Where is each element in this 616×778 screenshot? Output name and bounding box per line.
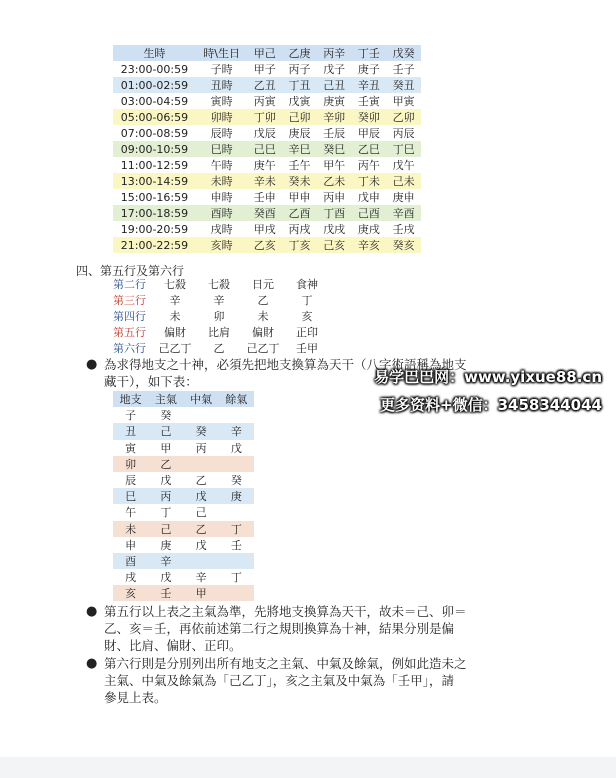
stem-cell: 壬	[160, 587, 172, 601]
text-line: 藏干），如下表：	[104, 374, 198, 389]
table-row	[113, 569, 254, 585]
stem-branch-cell: 乙巳	[357, 143, 380, 156]
stem-cell: 乙	[160, 457, 172, 471]
stem-cell	[219, 407, 254, 423]
stem-cell: 辛	[230, 425, 242, 439]
stem-cell: 戊	[230, 441, 242, 455]
stem-branch-cell: 丁酉	[323, 207, 346, 220]
time-range-cell: 13:00-14:59	[120, 174, 189, 188]
time-range-cell: 17:00-18:59	[120, 206, 189, 220]
row-cell: 比肩	[208, 326, 230, 339]
table-header-row	[113, 391, 254, 407]
stem-branch-cell: 乙酉	[288, 207, 311, 220]
stem-branch-cell: 壬辰	[323, 127, 346, 140]
header-cell: 時\生日	[203, 47, 240, 60]
stem-branch-cell: 己丑	[323, 79, 346, 92]
time-range-cell: 23:00-00:59	[120, 62, 189, 76]
table-row	[113, 173, 421, 189]
stem-cell: 辰	[125, 474, 137, 488]
stem-cell: 未	[125, 522, 137, 536]
row-cell: 七殺	[208, 278, 230, 291]
row-cell: 七殺	[164, 278, 186, 291]
stem-cell: 午	[125, 506, 137, 520]
row-cell: 偏財	[252, 326, 274, 339]
stem-branch-cell: 甲寅	[392, 95, 415, 108]
stem-branch-cell: 戊申	[357, 191, 380, 204]
stem-branch-cell: 辛亥	[357, 239, 380, 252]
stem-branch-cell: 甲申	[288, 191, 311, 204]
stem-cell: 申	[125, 538, 137, 552]
table-row	[113, 141, 421, 157]
stem-branch-cell: 甲戌	[253, 223, 276, 236]
table-row	[113, 189, 421, 205]
stem-branch-cell: 辛卯	[323, 111, 346, 124]
header-cell: 乙庚	[288, 47, 311, 60]
table-row	[113, 93, 421, 109]
table-row	[113, 440, 254, 456]
row-label: 第三行	[113, 294, 146, 307]
branch-cell: 丑時	[210, 79, 233, 92]
watermark-contact: 更多资料+微信：3458344044	[380, 396, 602, 414]
stem-cell: 子	[125, 409, 137, 423]
row-label: 第四行	[113, 310, 146, 323]
stem-branch-cell: 庚戌	[357, 223, 380, 236]
stem-cell: 戊	[160, 571, 172, 585]
table-row	[113, 585, 254, 601]
row-cell: 己乙丁	[246, 342, 280, 355]
stem-branch-cell: 己酉	[357, 207, 380, 220]
stem-branch-cell: 乙未	[323, 175, 346, 188]
stem-cell: 辛	[160, 554, 172, 568]
stem-branch-cell: 壬申	[253, 191, 276, 204]
stem-branch-cell: 辛巳	[288, 143, 311, 156]
branch-cell: 巳時	[210, 143, 233, 156]
branch-cell: 申時	[210, 191, 233, 204]
stem-branch-cell: 乙卯	[392, 111, 415, 124]
stem-cell: 己	[160, 425, 172, 439]
stem-cell: 戌	[125, 571, 137, 585]
stem-branch-cell: 己巳	[253, 143, 276, 156]
text-line: 乙、亥＝壬，再依前述第二行之規則換算為十神，結果分別是偏	[104, 621, 455, 636]
bullet-dot: ●	[86, 604, 98, 619]
stem-branch-cell: 庚申	[392, 191, 415, 204]
stem-branch-cell: 癸卯	[357, 111, 380, 124]
row-label: 第六行	[113, 342, 146, 355]
stem-branch-cell: 丙戌	[288, 223, 311, 236]
stem-branch-cell: 庚寅	[323, 95, 346, 108]
stem-cell: 丙	[160, 490, 172, 504]
stem-branch-cell: 癸酉	[253, 207, 276, 220]
stem-branch-cell: 癸未	[288, 175, 311, 188]
table-row	[113, 205, 421, 221]
text-line: 第五行以上表之主氣為準，先將地支換算為天干，故未＝己、卯＝	[104, 604, 467, 619]
header-cell: 餘氣	[225, 393, 248, 407]
stem-branch-cell: 戊子	[323, 63, 346, 76]
stem-branch-cell: 壬子	[392, 63, 415, 76]
row-cell: 乙	[257, 294, 269, 307]
stem-cell: 戊	[195, 538, 207, 552]
table-row	[113, 521, 254, 537]
stem-cell: 寅	[125, 441, 137, 455]
table-row	[113, 456, 254, 472]
stem-cell	[184, 456, 219, 472]
table-row	[113, 61, 421, 77]
table-row	[113, 77, 421, 93]
row-cell: 日元	[252, 278, 274, 291]
stem-branch-cell: 丁巳	[392, 143, 415, 156]
stem-cell: 酉	[125, 554, 137, 568]
branch-cell: 辰時	[210, 127, 233, 140]
header-cell: 中氣	[190, 393, 213, 407]
branch-cell: 卯時	[210, 111, 233, 124]
stem-branch-cell: 庚子	[357, 63, 380, 76]
hidden-stems-table	[113, 391, 254, 601]
stem-cell: 卯	[125, 457, 137, 471]
pillar-rows-table	[113, 276, 329, 356]
watermark-website: 易学巴巴网：www.yixue88.cn	[374, 368, 602, 386]
pillar-row	[113, 308, 329, 324]
stem-branch-cell: 辛未	[253, 175, 276, 188]
stem-cell: 丑	[125, 425, 137, 439]
pillar-row	[113, 340, 329, 356]
row-cell: 正印	[296, 326, 318, 339]
stem-cell	[184, 553, 219, 569]
bullet-paragraph-2	[104, 603, 554, 654]
stem-cell: 壬	[230, 538, 242, 552]
stem-cell: 丁	[230, 522, 242, 536]
stem-branch-cell: 乙亥	[253, 239, 276, 252]
header-cell: 地支	[119, 393, 142, 407]
stem-branch-cell: 辛酉	[392, 207, 415, 220]
stem-cell: 乙	[195, 474, 207, 488]
stem-branch-cell: 丙子	[288, 63, 311, 76]
stem-cell: 戊	[195, 490, 207, 504]
bullet-dot: ●	[86, 357, 98, 372]
stem-cell: 癸	[230, 474, 242, 488]
stem-cell: 甲	[195, 587, 207, 601]
stem-cell: 丁	[160, 506, 172, 520]
stem-cell	[184, 407, 219, 423]
stem-branch-cell: 癸亥	[392, 239, 415, 252]
time-range-cell: 01:00-02:59	[120, 78, 189, 92]
stem-branch-cell: 癸丑	[392, 79, 415, 92]
stem-branch-cell: 丁丑	[288, 79, 311, 92]
time-range-cell: 21:00-22:59	[120, 238, 189, 252]
stem-branch-cell: 壬寅	[357, 95, 380, 108]
bottom-bar	[0, 757, 616, 778]
text-line: 為求得地支之十神，必須先把地支換算為天干（八字術語稱為地支	[104, 357, 467, 372]
stem-cell: 戊	[160, 474, 172, 488]
row-cell: 偏財	[164, 326, 186, 339]
stem-cell: 庚	[230, 490, 242, 504]
time-range-cell: 15:00-16:59	[120, 190, 189, 204]
table-row	[113, 423, 254, 439]
table-row	[113, 488, 254, 504]
stem-cell: 甲	[160, 441, 172, 455]
stem-branch-cell: 己卯	[288, 111, 311, 124]
stem-cell: 癸	[195, 425, 207, 439]
row-cell: 卯	[213, 310, 225, 323]
branch-cell: 戌時	[210, 223, 233, 236]
branch-cell: 亥時	[210, 239, 233, 252]
row-cell: 乙	[213, 342, 225, 355]
table-row	[113, 109, 421, 125]
stem-branch-cell: 辛丑	[357, 79, 380, 92]
bullet-dot: ●	[86, 656, 98, 671]
row-cell: 亥	[301, 310, 313, 323]
stem-branch-cell: 甲辰	[357, 127, 380, 140]
pillar-row	[113, 292, 329, 308]
pillar-row	[113, 276, 329, 292]
bullet-paragraph-3	[104, 655, 554, 706]
stem-branch-cell: 甲午	[323, 159, 346, 172]
header-cell: 丙辛	[323, 47, 346, 60]
row-cell: 未	[169, 310, 181, 323]
time-range-cell: 19:00-20:59	[120, 222, 189, 236]
stem-cell: 巳	[125, 490, 137, 504]
stem-branch-cell: 戊戌	[323, 223, 346, 236]
branch-cell: 未時	[210, 175, 233, 188]
stem-branch-cell: 戊寅	[288, 95, 311, 108]
stem-branch-cell: 戊辰	[253, 127, 276, 140]
time-range-cell: 05:00-06:59	[120, 110, 189, 124]
stem-branch-cell: 丙申	[323, 191, 346, 204]
table-row	[113, 504, 254, 520]
row-cell: 辛	[213, 294, 225, 307]
stem-cell: 庚	[160, 538, 172, 552]
row-cell: 己乙丁	[158, 342, 192, 355]
time-range-cell: 03:00-04:59	[120, 94, 189, 108]
stem-cell: 亥	[125, 587, 137, 601]
stem-cell: 丙	[195, 441, 207, 455]
table-row	[113, 157, 421, 173]
stem-branch-cell: 丁卯	[253, 111, 276, 124]
stem-cell: 辛	[195, 571, 207, 585]
branch-cell: 酉時	[210, 207, 233, 220]
header-cell: 戊癸	[392, 47, 415, 60]
stem-cell	[219, 553, 254, 569]
table-row	[113, 472, 254, 488]
stem-branch-cell: 乙丑	[253, 79, 276, 92]
stem-branch-cell: 甲子	[253, 63, 276, 76]
text-line: 主氣、中氣及餘氣為「己乙丁」，亥之主氣及中氣為「壬甲」，請	[104, 673, 455, 688]
row-cell: 丁	[301, 294, 313, 307]
header-cell: 主氣	[154, 393, 177, 407]
text-line: 參見上表。	[104, 690, 167, 705]
stem-branch-cell: 丙寅	[253, 95, 276, 108]
row-label: 第二行	[113, 278, 146, 291]
row-cell: 食神	[296, 278, 318, 291]
stem-cell: 己	[160, 522, 172, 536]
header-cell: 甲己	[253, 47, 276, 60]
pillar-row	[113, 324, 329, 340]
section-heading: 四、第五行及第六行	[76, 264, 185, 278]
stem-branch-cell: 丙午	[357, 159, 380, 172]
row-label: 第五行	[113, 326, 146, 339]
stem-branch-cell: 丁未	[357, 175, 380, 188]
stem-branch-cell: 己亥	[323, 239, 346, 252]
stem-cell: 丁	[230, 571, 242, 585]
header-cell: 丁壬	[357, 47, 380, 60]
stem-branch-cell: 庚辰	[288, 127, 311, 140]
row-cell: 辛	[169, 294, 181, 307]
stem-branch-cell: 戊午	[392, 159, 415, 172]
time-range-cell: 07:00-08:59	[120, 126, 189, 140]
table-row	[113, 553, 254, 569]
stem-branch-cell: 癸巳	[323, 143, 346, 156]
time-range-cell: 11:00-12:59	[120, 158, 189, 172]
stem-cell: 乙	[195, 522, 207, 536]
table-row	[113, 237, 421, 253]
row-cell: 未	[257, 310, 269, 323]
stem-branch-cell: 己未	[392, 175, 415, 188]
time-range-cell: 09:00-10:59	[120, 142, 189, 156]
stem-cell	[219, 585, 254, 601]
table-header-row	[113, 45, 421, 61]
branch-cell: 子時	[210, 63, 233, 76]
branch-cell: 寅時	[210, 95, 233, 108]
table-row	[113, 125, 421, 141]
stem-branch-cell: 丁亥	[288, 239, 311, 252]
table-row	[113, 221, 421, 237]
stem-branch-cell: 丙辰	[392, 127, 415, 140]
branch-cell: 午時	[210, 159, 233, 172]
stem-cell	[219, 456, 254, 472]
stem-branch-cell: 庚午	[253, 159, 276, 172]
stem-branch-cell: 壬午	[288, 159, 311, 172]
text-line: 第六行則是分別列出所有地支之主氣、中氣及餘氣，例如此造未之	[104, 656, 467, 671]
header-cell: 生時	[143, 47, 166, 60]
table-row	[113, 537, 254, 553]
row-cell: 壬甲	[296, 342, 318, 355]
text-line: 財、比肩、偏財、正印。	[104, 638, 242, 653]
stem-cell: 己	[195, 506, 207, 520]
stem-cell: 癸	[160, 409, 172, 423]
stem-branch-cell: 壬戌	[392, 223, 415, 236]
hour-pillar-table	[113, 45, 421, 253]
stem-cell	[219, 504, 254, 520]
table-row	[113, 407, 254, 423]
